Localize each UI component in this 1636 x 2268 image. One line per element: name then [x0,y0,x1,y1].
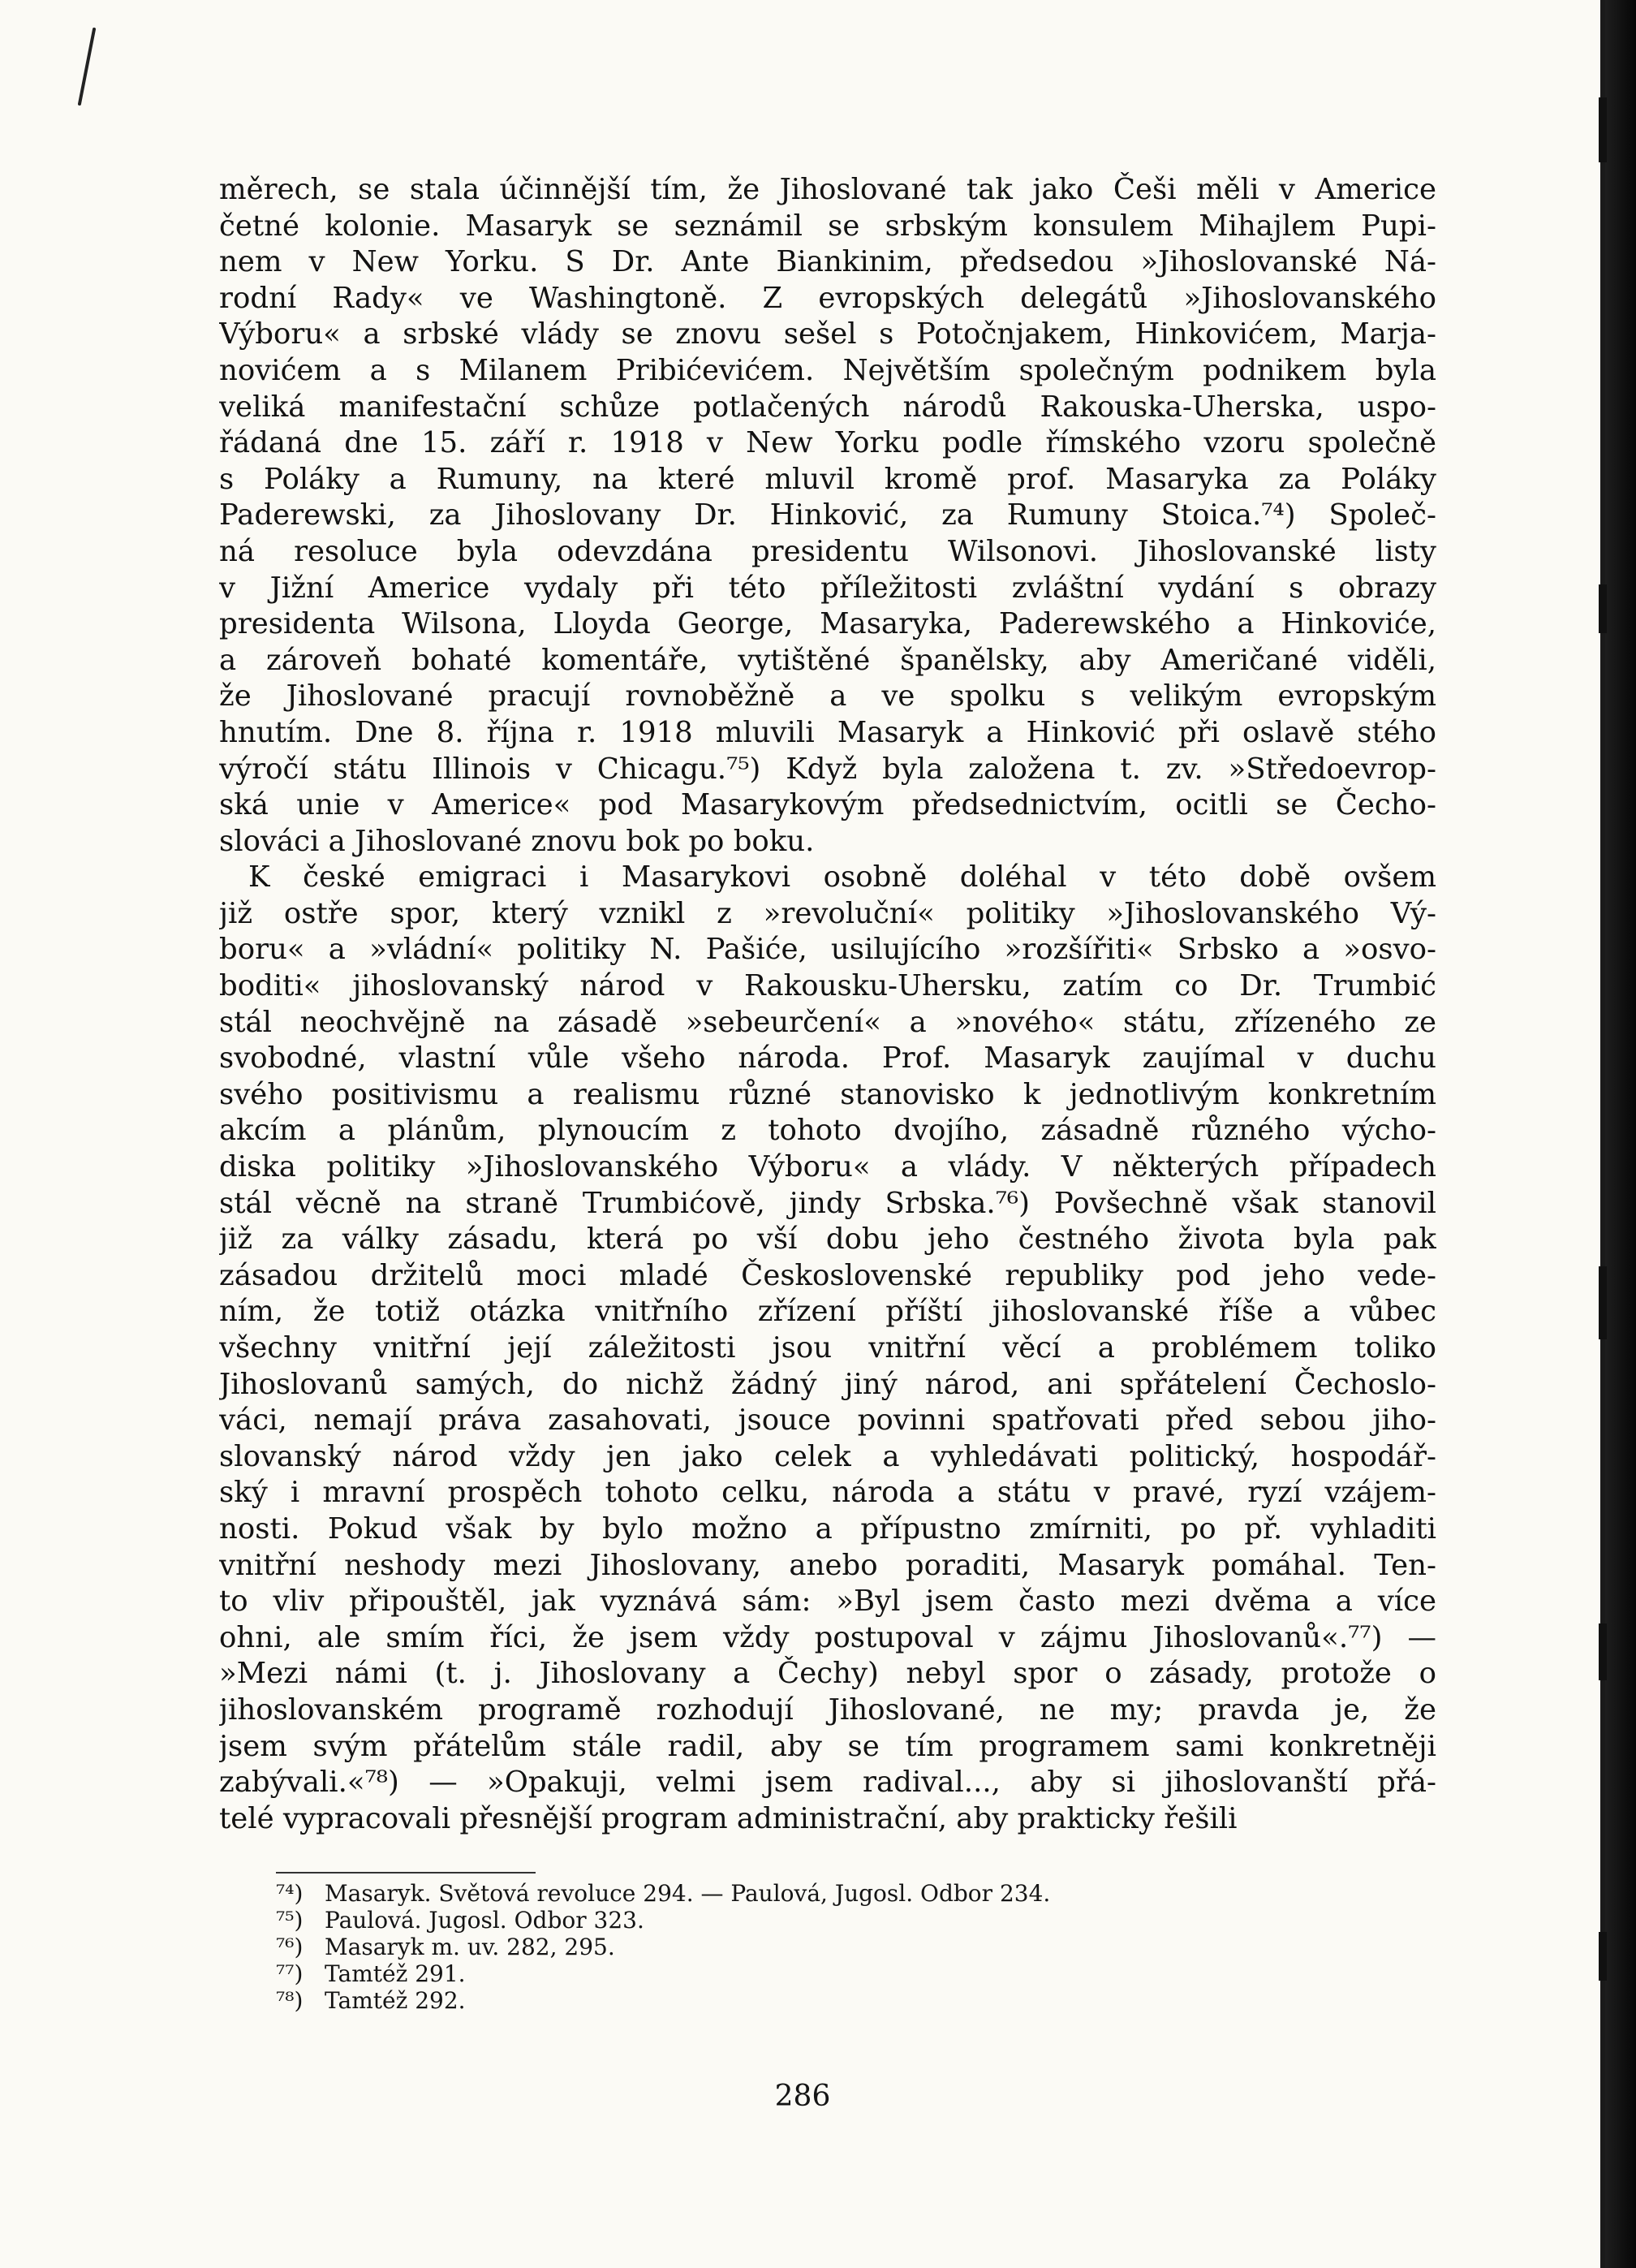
footnote-number: ⁷⁵) [276,1907,304,1934]
text-line: presidenta Wilsona, Lloyda George, Masaryka, Paderewského a Hinkoviće, [219,607,1436,641]
text-line: a zároveň bohaté komentáře, vytištěné španělsky, aby Američané viděli, [219,643,1436,677]
text-line: ná resoluce byla odevzdána presidentu Wilsonovi. Jihoslovanské listy [219,534,1436,568]
text-line: řádaná dne 15. září r. 1918 v New Yorku podle římského vzoru společně [219,426,1436,460]
footnote-number: ⁷⁴) [276,1880,304,1907]
edge-mark [1599,584,1607,633]
footnote-text: Paulová. Jugosl. Odbor 323. [325,1907,644,1934]
text-line: ohni, ale smím říci, že jsem vždy postupoval v zájmu Jihoslovanů«.⁷⁷) — [219,1620,1436,1654]
edge-mark [1599,1932,1607,1981]
text-line: již ostře spor, který vznikl z »revoluční« politiky »Jihoslovanského Vý- [219,896,1436,930]
text-line: v Jižní Americe vydaly při této příležitosti zvláštní vydání s obrazy [219,571,1436,605]
text-line: všechny vnitřní její záležitosti jsou vnitřní věcí a problémem toliko [219,1331,1436,1365]
footnote-number: ⁷⁸) [276,1987,304,2014]
footnote-rule [276,1872,536,1873]
text-line: výročí státu Illinois v Chicagu.⁷⁵) Když byla založena t. zv. »Středoevrop- [219,752,1436,786]
footnote [276,1987,1250,2014]
text-line: boditi« jihoslovanský národ v Rakousku-Uhersku, zatím co Dr. Trumbić [219,969,1436,1003]
footnote-number: ⁷⁶) [276,1934,304,1960]
text-line: zabývali.«⁷⁸) — »Opakuji, velmi jsem radival..., aby si jihoslovanští přá- [219,1766,1436,1800]
text-line: zásadou držitelů moci mladé Československé republiky pod jeho vede- [219,1258,1436,1292]
text-line: akcím a plánům, plynoucím z tohoto dvojího, zásadně různého výcho- [219,1114,1436,1148]
text-line: slovanský národ vždy jen jako celek a vyhledávati politický, hospodář- [219,1439,1436,1473]
footnote [276,1907,1250,1934]
text-line: ním, že totiž otázka vnitřního zřízení příští jihoslovanské říše a vůbec [219,1295,1436,1329]
edge-mark [1599,1266,1607,1339]
footnotes [276,1880,1250,2014]
text-line: Paderewski, za Jihoslovany Dr. Hinković, za Rumuny Stoica.⁷⁴) Společ- [219,498,1436,533]
text-line: novićem a s Milanem Pribićevićem. Největším společným podnikem byla [219,353,1436,387]
text-line: slováci a Jihoslované znovu bok po boku. [219,824,815,858]
text-line: hnutím. Dne 8. října r. 1918 mluvili Masaryk a Hinković při oslavě stého [219,715,1436,749]
text-line: vnitřní neshody mezi Jihoslovany, anebo poraditi, Masaryk pomáhal. Ten- [219,1548,1436,1582]
page-number: 286 [774,2080,831,2113]
text-line: že Jihoslované pracují rovnoběžně a ve spolku s velikým evropským [219,679,1436,714]
text-line: svobodné, vlastní vůle všeho národa. Prof. Masaryk zaujímal v duchu [219,1041,1436,1076]
footnote-text: Tamtéž 291. [325,1960,466,1987]
text-line: již za války zásadu, která po vší dobu jeho čestného života byla pak [219,1222,1436,1257]
edge-mark [1599,97,1607,162]
footnote [276,1960,1250,1987]
text-line: nem v New Yorku. S Dr. Ante Biankinim, předsedou »Jihoslovanské Ná- [219,245,1436,279]
footnote [276,1880,1250,1907]
text-line: s Poláky a Rumuny, na které mluvil kromě prof. Masaryka za Poláky [219,462,1436,496]
text-line: svého positivismu a realismu různé stanovisko k jednotlivým konkretním [219,1077,1436,1111]
body-text [219,172,1436,1837]
text-line: stál neochvějně na zásadě »sebeurčení« a »nového« státu, zřízeného ze [219,1005,1436,1039]
text-line: veliká manifestační schůze potlačených národů Rakouska-Uherska, uspo- [219,390,1436,424]
text-line: měrech, se stala účinnější tím, že Jihoslované tak jako Češi měli v Americe [219,173,1436,206]
text-line: Jihoslovanů samých, do nichž žádný jiný národ, ani spřátelení Čechoslo- [219,1367,1436,1401]
text-line: ská unie v Americe« pod Masarykovým předsednictvím, ocitli se Čecho- [219,788,1436,822]
text-line: nosti. Pokud však by bylo možno a přípustno zmírniti, po př. vyhladiti [219,1511,1436,1546]
text-line: boru« a »vládní« politiky N. Pašiće, usilujícího »rozšířiti« Srbsko a »osvo- [219,933,1436,967]
page-edge-shadow [1605,0,1636,2268]
text-line: telé vypracovali přesnější program administrační, aby prakticky řešili [219,1801,1238,1835]
text-line: jihoslovanském programě rozhodují Jihoslované, ne my; pravda je, že [219,1692,1436,1727]
text-line: váci, nemají práva zasahovati, jsouce povinni spatřovati před sebou jiho- [219,1403,1436,1438]
footnote [276,1934,1250,1960]
footnote-text: Masaryk m. uv. 282, 295. [325,1934,615,1960]
text-line: to vliv připouštěl, jak vyznává sám: »Byl jsem často mezi dvěma a více [219,1585,1436,1619]
edge-mark [1599,1623,1607,1680]
text-line: jsem svým přátelům stále radil, aby se tím programem sami konkretněji [219,1729,1436,1763]
text-line: stál věcně na straně Trumbićově, jindy Srbska.⁷⁶) Povšechně však stanovil [219,1186,1436,1220]
footnote-text: Tamtéž 292. [325,1987,466,2014]
text-line: ský i mravní prospěch tohoto celku, národa a státu v pravé, ryzí vzájem- [219,1476,1436,1510]
footnote-text: Masaryk. Světová revoluce 294. — Paulová, Jugosl. Odbor 234. [325,1880,1051,1907]
text-line: K české emigraci i Masarykovi osobně doléhal v této době ovšem [248,860,1436,895]
text-line: četné kolonie. Masaryk se seznámil se srbským konsulem Mihajlem Pupi- [219,209,1436,243]
text-line: Výboru« a srbské vlády se znovu sešel s Potočnjakem, Hinkovićem, Marja- [219,317,1436,351]
text-line: rodní Rady« ve Washingtoně. Z evropských delegátů »Jihoslovanského [219,281,1436,315]
corner-pen-mark [75,26,97,107]
footnote-number: ⁷⁷) [276,1960,304,1987]
text-line: diska politiky »Jihoslovanského Výboru« a vlády. V některých případech [219,1150,1436,1184]
text-line: »Mezi námi (t. j. Jihoslovany a Čechy) nebyl spor o zásady, protože o [219,1657,1436,1691]
